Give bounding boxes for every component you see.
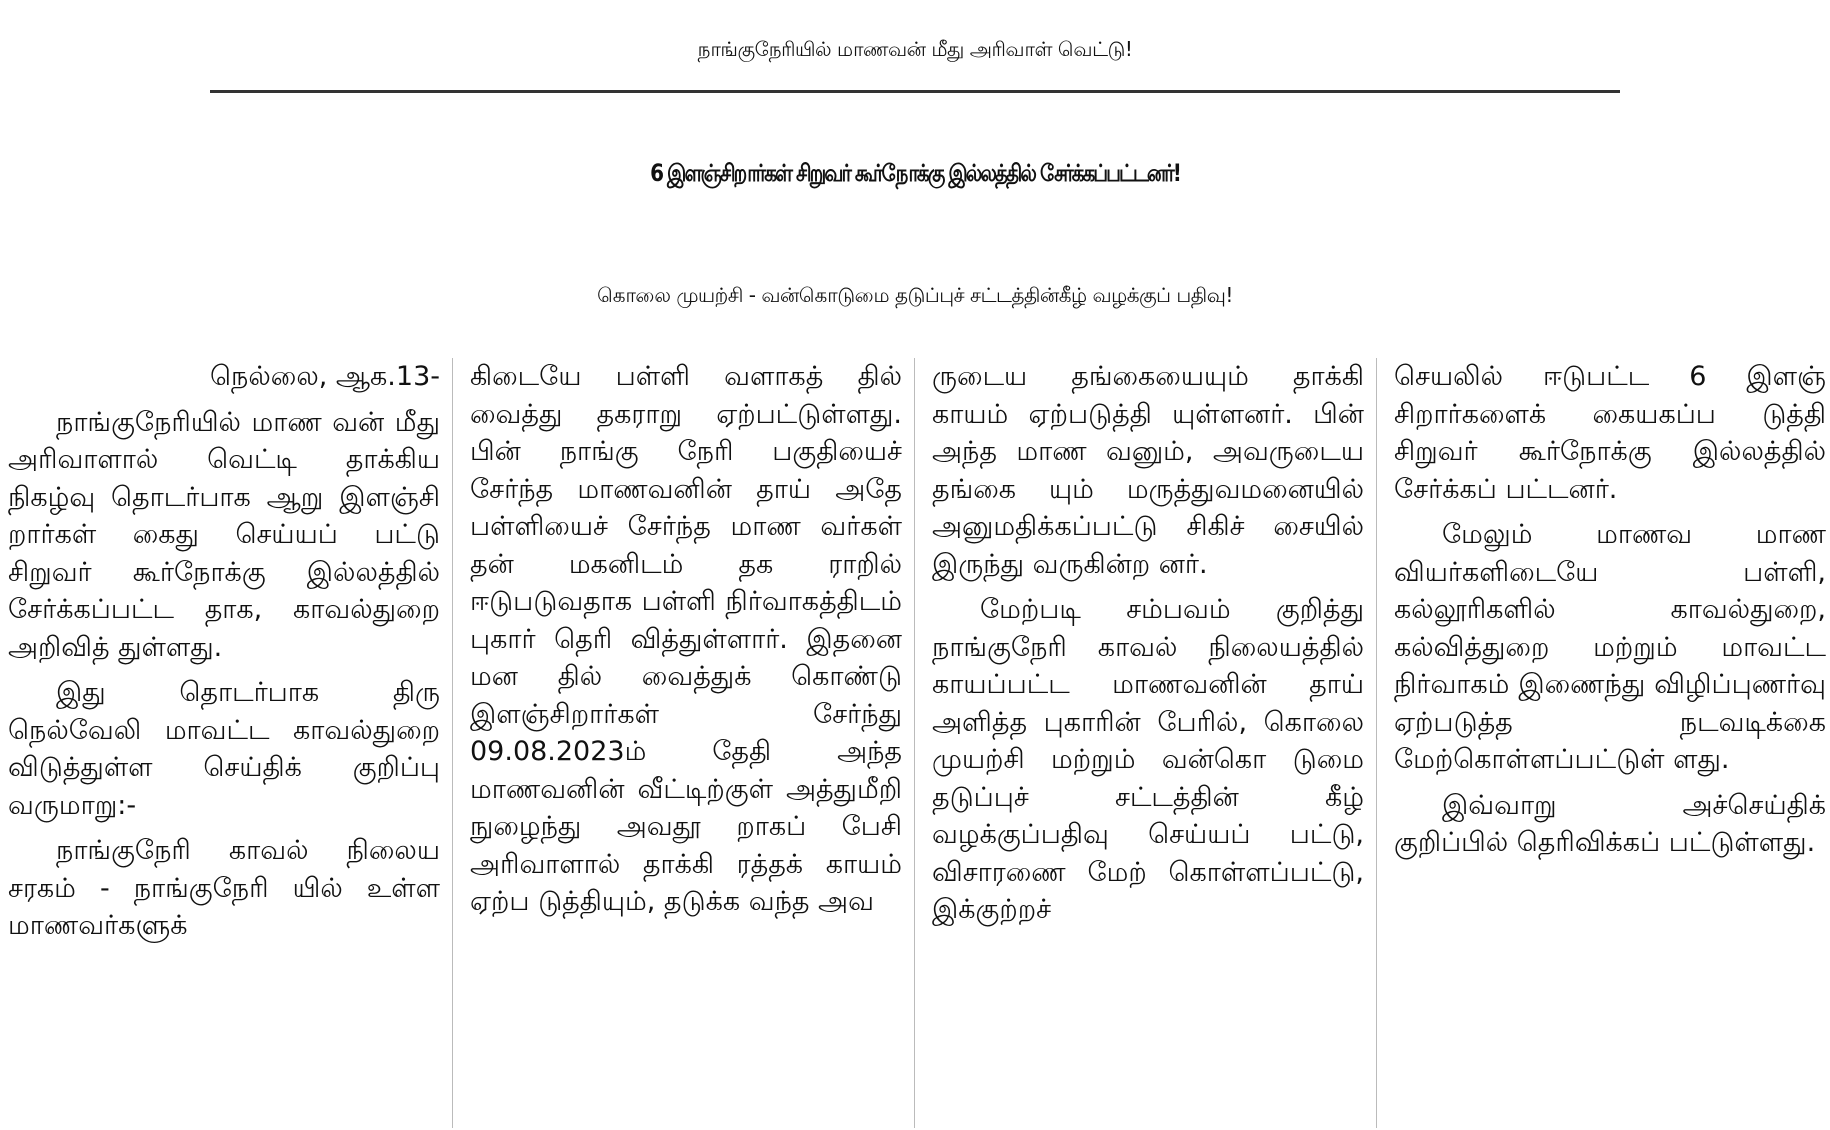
paragraph: ருடைய தங்கையையும் தாக்கி காயம் ஏற்படுத்தி யுள்ளனர். பின் அந்த மாண வனும், அவருடைய தங்கை யும் மருத்துவமனையில் அனுமதிக்கப்பட்டு சிகிச் சையில் இருந்து வருகின்ற னர். — [932, 361, 1364, 580]
article-column-2 — [470, 358, 902, 1128]
paragraph: மேலும் மாணவ மாண வியர்களிடையே பள்ளி, கல்லூரிகளில் காவல்துறை, கல்வித்துறை மற்றும் மாவட்ட நிர்வாகம் இணைந்து விழிப்புணர்வு ஏற்படுத்த நடவடிக்கை மேற்கொள்ளப்பட்டுள் ளது. — [1394, 519, 1826, 775]
paragraph: செயலில் ஈடுபட்ட 6 இளஞ் சிறார்களைக் கையகப்ப டுத்தி சிறுவர் கூர்நோக்கு இல்லத்தில் சேர்க்கப் பட்டனர். — [1394, 361, 1826, 505]
article-body — [0, 358, 1830, 1128]
article-column-3 — [932, 358, 1364, 1128]
paragraph: இவ்வாறு அச்செய்திக் குறிப்பில் தெரிவிக்கப் பட்டுள்ளது. — [1394, 789, 1826, 858]
headline-top: நாங்குநேரியில் மாணவன் மீது அரிவாள் வெட்டு! — [697, 37, 1133, 61]
article-column-1 — [8, 358, 440, 1128]
headline-rule — [210, 90, 1620, 93]
paragraph: மேற்படி சம்பவம் குறித்து நாங்குநேரி காவல் நிலையத்தில் காயப்பட்ட மாணவனின் தாய் அளித்த புகாரின் பேரில், கொலை முயற்சி மற்றும் வன்கொ டுமை தடுப்புச் சட்டத்தின் கீழ் வழக்குப்பதிவு செய்யப் பட்டு, விசாரணை மேற் கொள்ளப்பட்டு, இக்குற்றச் — [932, 594, 1364, 925]
headline-main: 6 இளஞ்சிறார்கள் சிறுவர் கூர்நோக்கு இல்லத்தில் சேர்க்கப்பட்டனர்! — [650, 158, 1180, 188]
article-column-4 — [1394, 358, 1826, 1128]
headline-sub: கொலை முயற்சி - வன்கொடுமை தடுப்புச் சட்டத்தின்கீழ் வழக்குப் பதிவு! — [597, 283, 1233, 307]
paragraph: இது தொடர்பாக திரு நெல்வேலி மாவட்ட காவல்துறை விடுத்துள்ள செய்திக் குறிப்பு வருமாறு:- — [8, 677, 440, 821]
column-separator — [1376, 358, 1377, 1128]
column-separator — [914, 358, 915, 1128]
paragraph: நாங்குநேரி காவல் நிலைய சரகம் - நாங்குநேரி யில் உள்ள மாணவர்களுக் — [8, 835, 440, 941]
paragraph: கிடையே பள்ளி வளாகத் தில் வைத்து தகராறு ஏற்பட்டுள்ளது. பின் நாங்கு நேரி பகுதியைச் சேர்ந்த மாணவனின் தாய் அதே பள்ளியைச் சேர்ந்த மாண வர்கள் தன் மகனிடம் தக ராறில் ஈடுபடுவதாக பள்ளி நிர்வாகத்திடம் புகார் தெரி வித்துள்ளார். இதனை மன தில் வைத்துக் கொண்டு இளஞ்சிறார்கள் சேர்ந்து 09.08.2023ம் தேதி அந்த மாணவனின் வீட்டிற்குள் அத்துமீறி நுழைந்து அவதூ றாகப் பேசி அரிவாளால் தாக்கி ரத்தக் காயம் ஏற்ப டுத்தியும், தடுக்க வந்த அவ — [470, 361, 902, 917]
column-separator — [452, 358, 453, 1128]
dateline: நெல்லை, ஆக.13- — [210, 361, 440, 392]
paragraph: நாங்குநேரியில் மாண வன் மீது அரிவாளால் வெட்டி தாக்கிய நிகழ்வு தொடர்பாக ஆறு இளஞ்சி றார்கள் கைது செய்யப் பட்டு சிறுவர் கூர்நோக்கு இல்லத்தில் சேர்க்கப்பட்ட தாக, காவல்துறை அறிவித் துள்ளது. — [8, 406, 440, 663]
